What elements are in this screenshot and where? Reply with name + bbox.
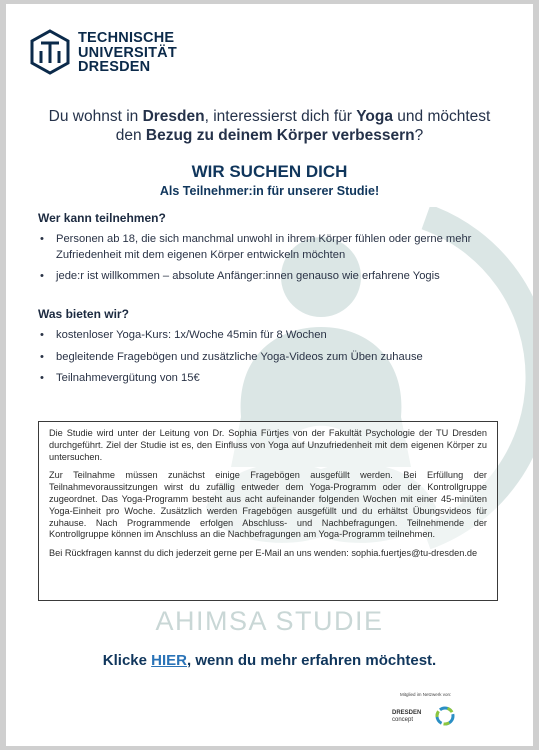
tu-dresden-logo bbox=[28, 29, 177, 85]
info-paragraph-2: Zur Teilnahme müssen zunächst einige Fragebögen ausgefüllt werden. Bei Erfüllung der Teilnahmevoraussitzungen wirst du zufällig entweder dem Yoga-Programm oder der Kontrollgruppe zugeordnet. Das Yoga-Programm besteht aus acht aufeinander folgenden Wochen mit einer 45-minüten Yoga-Einheit pro Woche. Zusätzlich werden Fragebögen ausgefüllt und du erhältst Übungsvideos für zuhause. Nach Programmende erfolgen Abschluss- und Nachbefragungen. Teilnehmende der Kontrollgruppe können im Anschluss an die Nachbefragungen am Yoga-Programm teilnehmen. bbox=[49, 470, 487, 540]
intro-text: ? bbox=[414, 127, 424, 144]
bullet-icon: • bbox=[40, 372, 44, 384]
list-item bbox=[38, 350, 508, 366]
university-name-line-2: UNIVERSITÄT bbox=[78, 44, 177, 61]
call-to-action bbox=[6, 652, 533, 669]
list-item-text: begleitende Fragebögen und zusätzliche Yoga-Videos zum Üben zuhause bbox=[56, 350, 423, 363]
intro-text: den bbox=[115, 127, 146, 144]
cta-prefix: Klicke bbox=[102, 652, 152, 669]
flyer-page bbox=[6, 4, 533, 746]
intro-line-1 bbox=[6, 107, 533, 127]
who-section-title: Wer kann teilnehmen? bbox=[38, 211, 166, 225]
intro-highlight-body: Bezug zu deinem Körper verbessern bbox=[145, 127, 415, 144]
dresden-concept-badge bbox=[382, 688, 482, 738]
network-name-line-1: DRESDEN bbox=[392, 710, 422, 716]
intro-highlight-dresden: Dresden bbox=[142, 108, 205, 125]
study-brand-name: AHIMSA STUDIE bbox=[155, 606, 384, 636]
intro-text: und möchtest bbox=[392, 108, 491, 125]
offer-section-title: Was bieten wir? bbox=[38, 307, 129, 321]
university-name-line-1: TECHNISCHE bbox=[78, 30, 175, 46]
list-item-text: Teilnahmevergütung von 15€ bbox=[56, 372, 200, 384]
network-name-line-2: concept bbox=[392, 717, 414, 723]
intro-line-2 bbox=[6, 126, 533, 146]
dresden-concept-ring-icon bbox=[434, 705, 456, 727]
intro-highlight-yoga: Yoga bbox=[356, 108, 393, 125]
list-item-text: jede:r ist willkommen – absolute Anfänger:innen genauso wie erfahrene Yogis bbox=[56, 270, 440, 282]
subheadline: Als Teilnehmer:in für unserer Studie! bbox=[159, 184, 380, 198]
network-label: Mitglied im Netzwerk von: bbox=[400, 692, 452, 697]
bullet-icon: • bbox=[40, 350, 44, 363]
intro-text: Du wohnst in bbox=[48, 108, 143, 125]
info-paragraph-1: Die Studie wird unter der Leitung von Dr. Sophia Fürtjes von der Fakultät Psychologie der TU Dresden durchgeführt. Ziel der Studie ist es, den Einfluss von Yoga auf Unzufriedenheit mit dem eigenen Körper zu untersuchen. bbox=[49, 428, 487, 462]
list-item bbox=[38, 269, 508, 285]
here-link[interactable]: HIER bbox=[151, 652, 187, 669]
info-paragraph-3: Bei Rückfragen kannst du dich jederzeit gerne per E-Mail an uns wenden: sophia.fuertjes@tu-dresden.de bbox=[49, 548, 478, 559]
list-item-text: kostenloser Yoga-Kurs: 1x/Woche 45min für 8 Wochen bbox=[56, 329, 327, 341]
list-item bbox=[38, 328, 508, 344]
intro-text: , interessierst dich für bbox=[204, 108, 357, 125]
tu-dresden-emblem-icon bbox=[28, 29, 72, 75]
offer-list bbox=[38, 328, 508, 393]
headline: WIR SUCHEN DICH bbox=[191, 162, 348, 181]
network-name bbox=[392, 710, 421, 724]
list-item-text: Personen ab 18, die sich manchmal unwohl in ihrem Körper fühlen oder gerne mehr Zufriedenheit mit dem eigenen Körper entwickeln möchten bbox=[56, 233, 472, 261]
bullet-icon: • bbox=[40, 329, 44, 341]
list-item bbox=[38, 371, 508, 387]
list-item bbox=[38, 232, 508, 263]
who-list bbox=[38, 232, 508, 291]
study-info-box bbox=[38, 421, 498, 601]
cta-suffix: , wenn du mehr erfahren möchtest. bbox=[187, 652, 437, 669]
university-name bbox=[78, 31, 177, 75]
university-name-line-3: DRESDEN bbox=[78, 59, 151, 75]
bullet-icon: • bbox=[40, 233, 44, 245]
bullet-icon: • bbox=[40, 270, 44, 282]
